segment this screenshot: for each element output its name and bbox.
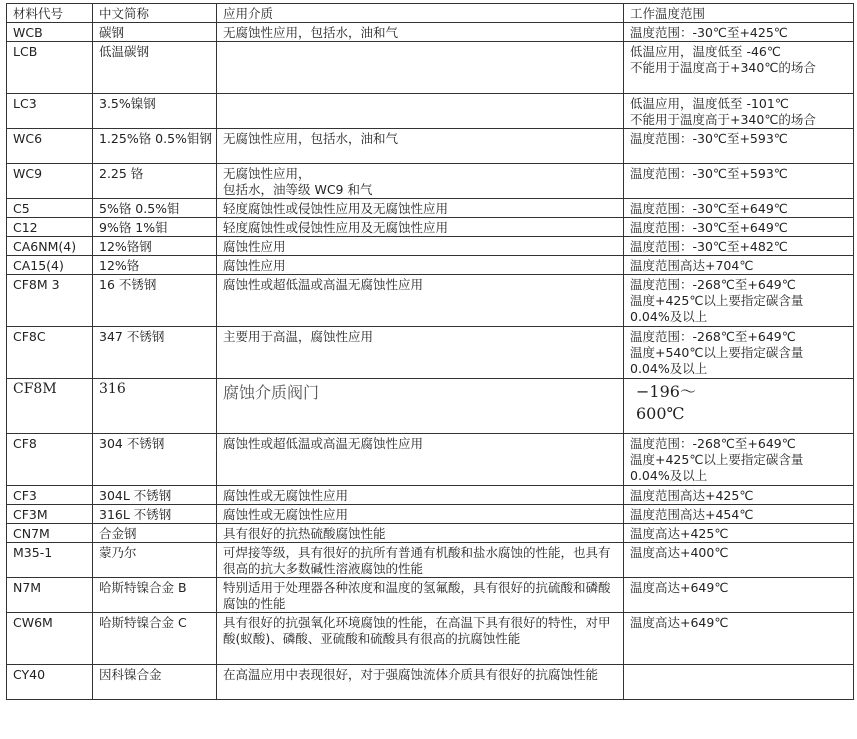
temperature-cell: 温度范围：-30℃至+482℃	[624, 237, 854, 256]
application-cell: 无腐蚀性应用， 包括水，油等级 WC9 和气	[217, 164, 624, 199]
table-row	[7, 613, 854, 665]
chinese-name-cell: 316L 不锈钢	[93, 505, 217, 524]
chinese-name-cell: 12%铬	[93, 256, 217, 275]
chinese-name-cell: 9%铬 1%钼	[93, 218, 217, 237]
chinese-name-cell: 304 不锈钢	[93, 434, 217, 486]
material-code-cell: C12	[7, 218, 93, 237]
chinese-name-cell: 低温碳钢	[93, 42, 217, 94]
temperature-cell: 低温应用，温度低至 -46℃ 不能用于温度高于+340℃的场合	[624, 42, 854, 94]
temperature-cell: 温度范围：-268℃至+649℃ 温度+425℃以上要指定碳含量 0.04%及以上	[624, 275, 854, 327]
table-row	[7, 524, 854, 543]
table-row	[7, 42, 854, 94]
application-cell	[217, 94, 624, 129]
material-code-cell: CF3	[7, 486, 93, 505]
material-code-cell: C5	[7, 199, 93, 218]
table-row	[7, 505, 854, 524]
application-cell: 具有很好的抗热硫酸腐蚀性能	[217, 524, 624, 543]
table-row	[7, 199, 854, 218]
material-code-cell: CF8M	[7, 379, 93, 434]
temperature-cell: 温度范围：-30℃至+649℃	[624, 199, 854, 218]
header-temperature-range: 工作温度范围	[624, 4, 854, 23]
application-cell: 腐蚀性应用	[217, 256, 624, 275]
chinese-name-cell: 5%铬 0.5%钼	[93, 199, 217, 218]
table-row	[7, 164, 854, 199]
table-row	[7, 379, 854, 434]
temperature-cell: −196～ 600℃	[624, 379, 854, 434]
table-row	[7, 23, 854, 42]
material-code-cell: CF8	[7, 434, 93, 486]
temperature-cell: 温度高达+649℃	[624, 578, 854, 613]
table-header-row	[7, 4, 854, 23]
application-cell: 腐蚀性或无腐蚀性应用	[217, 505, 624, 524]
material-code-cell: CF3M	[7, 505, 93, 524]
temperature-cell: 温度高达+400℃	[624, 543, 854, 578]
header-material-code: 材料代号	[7, 4, 93, 23]
chinese-name-cell: 12%铬钢	[93, 237, 217, 256]
material-code-cell: LCB	[7, 42, 93, 94]
application-cell: 主要用于高温，腐蚀性应用	[217, 327, 624, 379]
table-row	[7, 218, 854, 237]
chinese-name-cell: 1.25%铬 0.5%钼钢	[93, 129, 217, 164]
chinese-name-cell: 哈斯特镍合金 C	[93, 613, 217, 665]
application-cell: 轻度腐蚀性或侵蚀性应用及无腐蚀性应用	[217, 218, 624, 237]
table-row	[7, 434, 854, 486]
table-row	[7, 543, 854, 578]
application-cell: 腐蚀性应用	[217, 237, 624, 256]
temperature-cell	[624, 665, 854, 700]
table-row	[7, 94, 854, 129]
application-cell	[217, 42, 624, 94]
table-row	[7, 327, 854, 379]
application-cell: 具有很好的抗强氧化环境腐蚀的性能，在高温下具有很好的特性，对甲酸(蚁酸)、磷酸、亚硫酸和硫酸具有很高的抗腐蚀性能	[217, 613, 624, 665]
temperature-cell: 温度范围高达+454℃	[624, 505, 854, 524]
material-code-cell: CY40	[7, 665, 93, 700]
table-row	[7, 129, 854, 164]
temperature-cell: 温度高达+649℃	[624, 613, 854, 665]
table-row	[7, 665, 854, 700]
material-code-cell: WC9	[7, 164, 93, 199]
temperature-cell: 温度高达+425℃	[624, 524, 854, 543]
temperature-cell: 温度范围：-30℃至+593℃	[624, 129, 854, 164]
temperature-cell: 温度范围：-30℃至+425℃	[624, 23, 854, 42]
application-cell: 腐蚀介质阀门	[217, 379, 624, 434]
table-row	[7, 578, 854, 613]
application-cell: 腐蚀性或无腐蚀性应用	[217, 486, 624, 505]
material-code-cell: WCB	[7, 23, 93, 42]
temperature-cell: 温度范围高达+425℃	[624, 486, 854, 505]
application-cell: 可焊接等级，具有很好的抗所有普通有机酸和盐水腐蚀的性能，也具有很高的抗大多数碱性溶液腐蚀的性能	[217, 543, 624, 578]
chinese-name-cell: 304L 不锈钢	[93, 486, 217, 505]
material-code-cell: CF8M 3	[7, 275, 93, 327]
temperature-cell: 温度范围高达+704℃	[624, 256, 854, 275]
chinese-name-cell: 因科镍合金	[93, 665, 217, 700]
material-table	[6, 3, 854, 700]
chinese-name-cell: 16 不锈钢	[93, 275, 217, 327]
table-row	[7, 486, 854, 505]
material-code-cell: WC6	[7, 129, 93, 164]
material-code-cell: CA15(4)	[7, 256, 93, 275]
material-code-cell: CA6NM(4)	[7, 237, 93, 256]
application-cell: 腐蚀性或超低温或高温无腐蚀性应用	[217, 275, 624, 327]
application-cell: 在高温应用中表现很好，对于强腐蚀流体介质具有很好的抗腐蚀性能	[217, 665, 624, 700]
chinese-name-cell: 合金钢	[93, 524, 217, 543]
application-cell: 特别适用于处理器各种浓度和温度的氢氟酸，具有很好的抗硫酸和磷酸腐蚀的性能	[217, 578, 624, 613]
table-row	[7, 256, 854, 275]
application-cell: 轻度腐蚀性或侵蚀性应用及无腐蚀性应用	[217, 199, 624, 218]
chinese-name-cell: 蒙乃尔	[93, 543, 217, 578]
chinese-name-cell: 3.5%镍钢	[93, 94, 217, 129]
chinese-name-cell: 哈斯特镍合金 B	[93, 578, 217, 613]
material-code-cell: N7M	[7, 578, 93, 613]
material-code-cell: CF8C	[7, 327, 93, 379]
temperature-cell: 温度范围：-30℃至+593℃	[624, 164, 854, 199]
chinese-name-cell: 316	[93, 379, 217, 434]
material-code-cell: CN7M	[7, 524, 93, 543]
header-chinese-name: 中文简称	[93, 4, 217, 23]
chinese-name-cell: 347 不锈钢	[93, 327, 217, 379]
temperature-cell: 温度范围：-30℃至+649℃	[624, 218, 854, 237]
temperature-cell: 低温应用，温度低至 -101℃ 不能用于温度高于+340℃的场合	[624, 94, 854, 129]
temperature-cell: 温度范围：-268℃至+649℃ 温度+540℃以上要指定碳含量 0.04%及以上	[624, 327, 854, 379]
material-code-cell: LC3	[7, 94, 93, 129]
material-code-cell: CW6M	[7, 613, 93, 665]
chinese-name-cell: 2.25 铬	[93, 164, 217, 199]
application-cell: 腐蚀性或超低温或高温无腐蚀性应用	[217, 434, 624, 486]
material-code-cell: M35-1	[7, 543, 93, 578]
table-row	[7, 275, 854, 327]
application-cell: 无腐蚀性应用，包括水，油和气	[217, 23, 624, 42]
temperature-cell: 温度范围：-268℃至+649℃ 温度+425℃以上要指定碳含量 0.04%及以上	[624, 434, 854, 486]
chinese-name-cell: 碳钢	[93, 23, 217, 42]
header-application-medium: 应用介质	[217, 4, 624, 23]
table-row	[7, 237, 854, 256]
application-cell: 无腐蚀性应用，包括水，油和气	[217, 129, 624, 164]
